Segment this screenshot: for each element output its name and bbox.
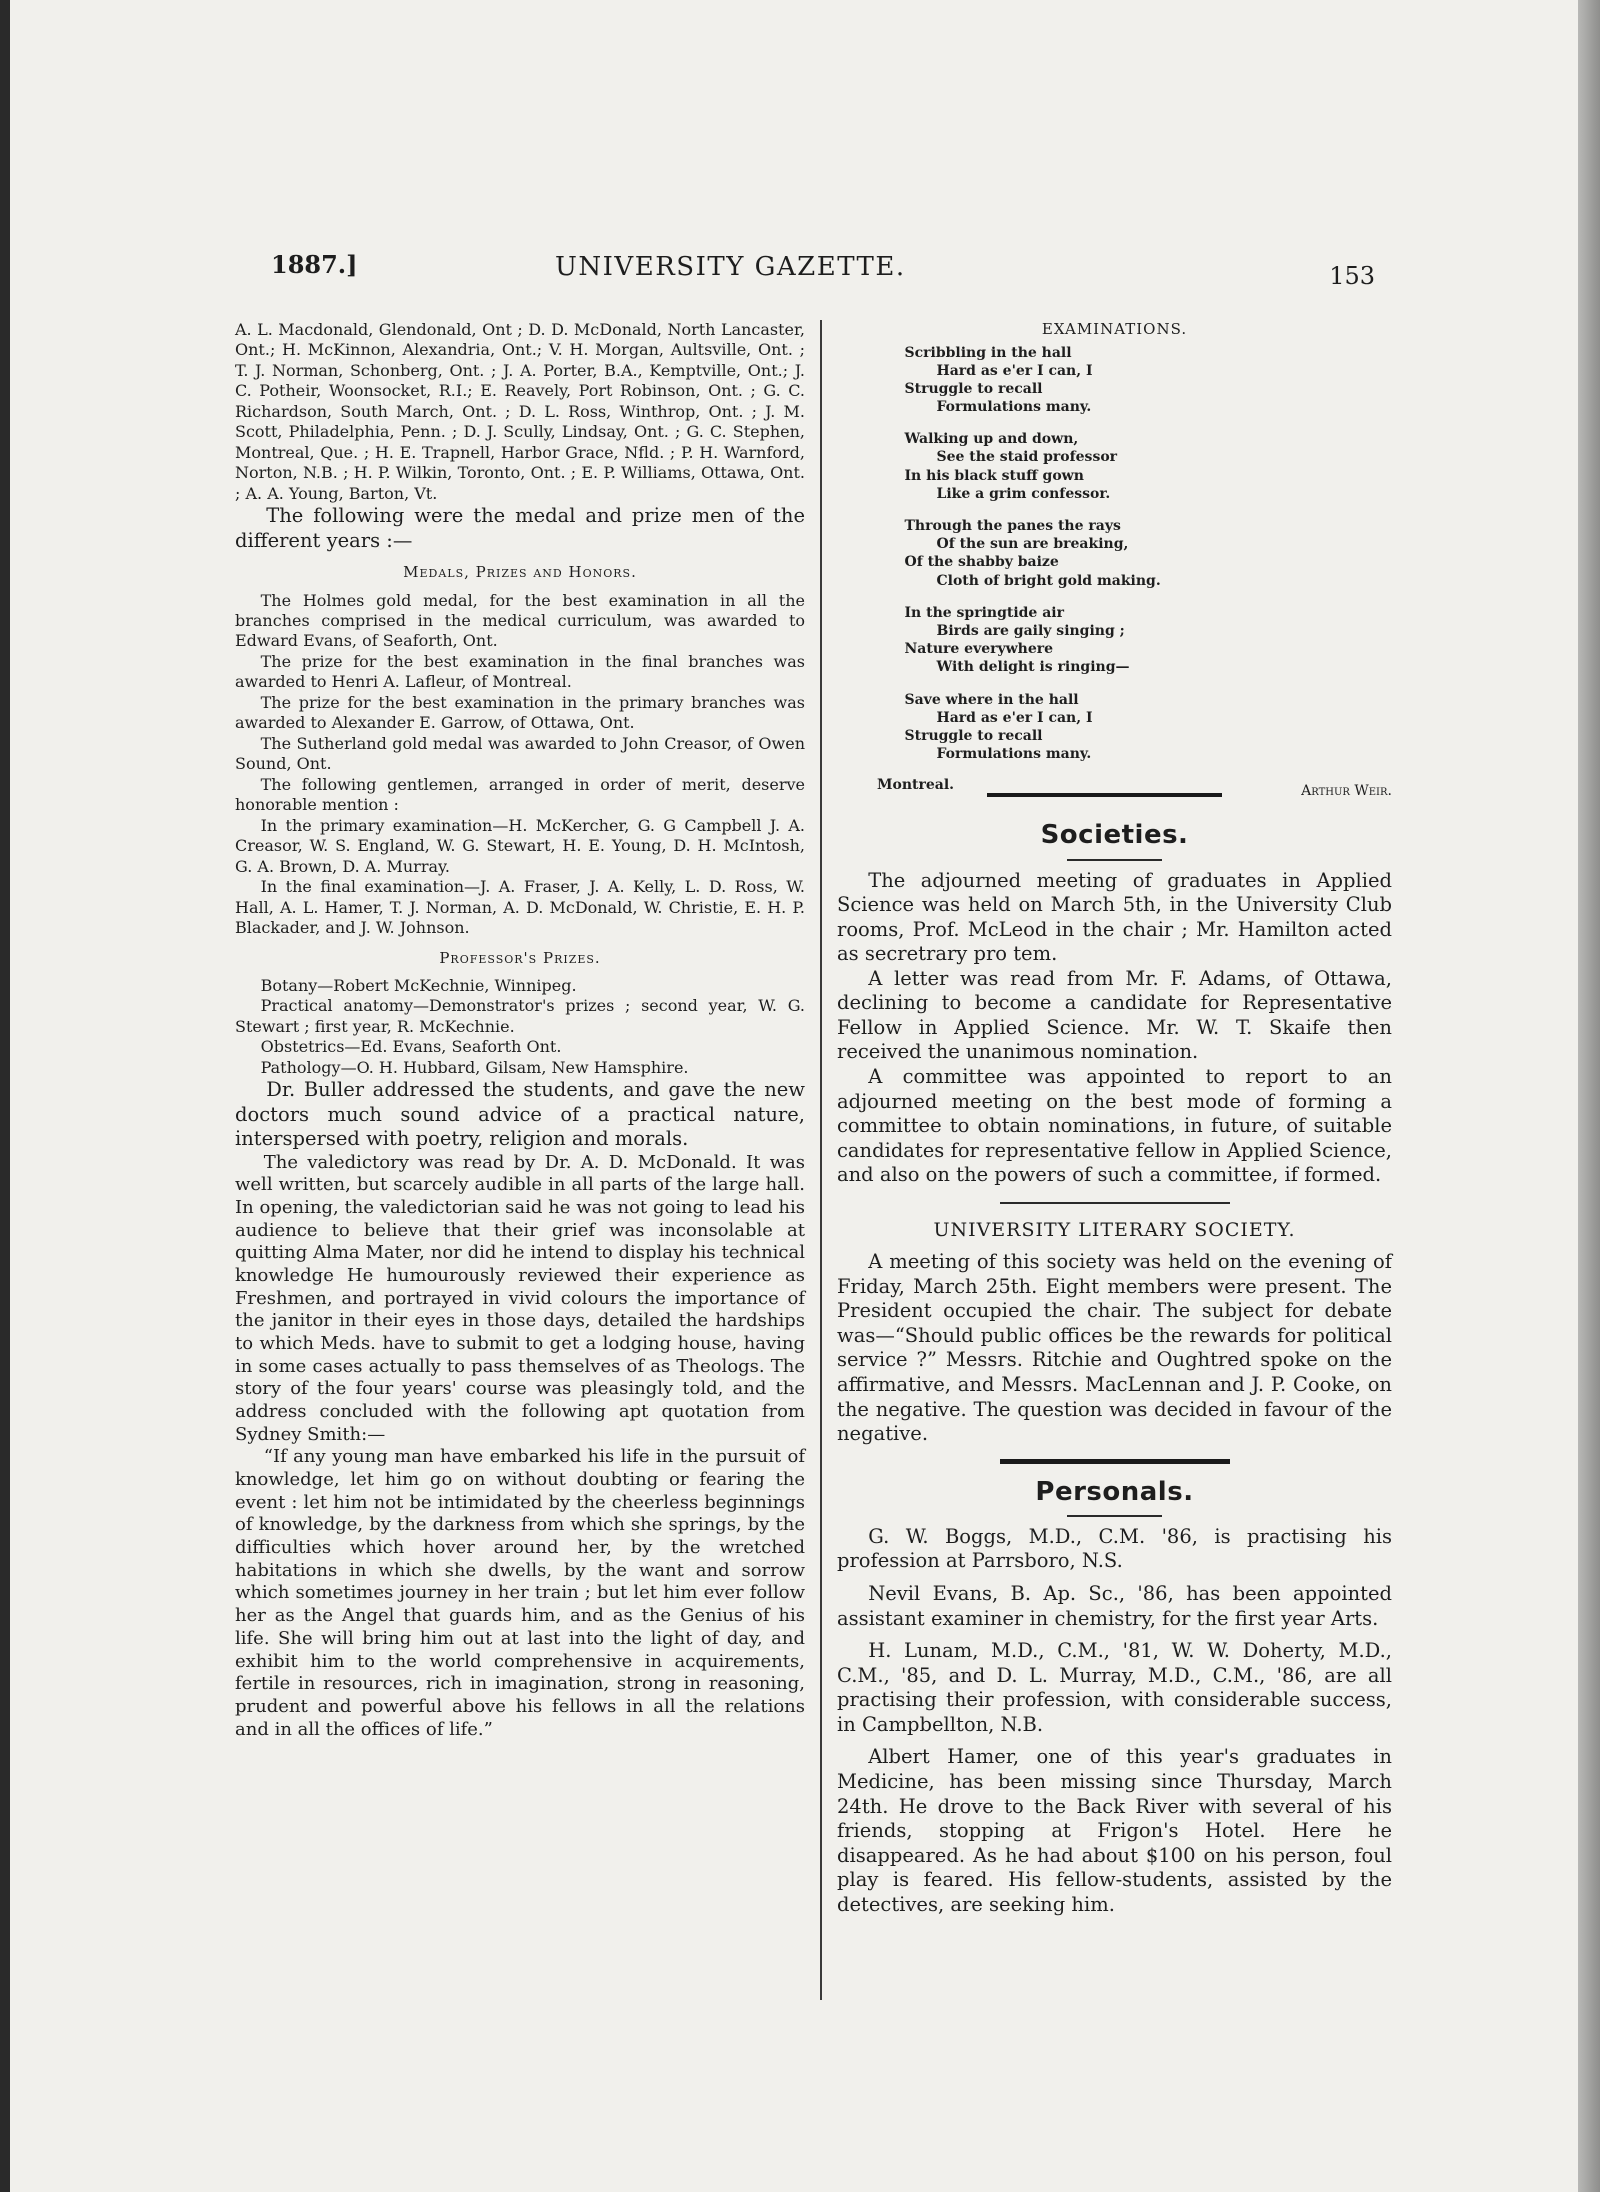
- poem-line: Birds are gaily singing ;: [936, 622, 1125, 639]
- medals-heading: Medals, Prizes and Honors.: [403, 563, 637, 582]
- buller-paragraph: Dr. Buller addressed the students, and gave the new doctors much sound advice of a practical nature, interspersed with poetry, religion and morals.: [235, 1078, 805, 1151]
- section-rule: [1067, 1515, 1162, 1517]
- poem-line: Hard as e'er I can, I: [936, 362, 1093, 379]
- poem-line: Hard as e'er I can, I: [936, 709, 1093, 726]
- poem-line: See the staid professor: [936, 449, 1118, 466]
- poem-rule: [987, 793, 1222, 797]
- running-head: [235, 250, 1375, 300]
- personal-item: H. Lunam, M.D., C.M., '81, W. W. Doherty, M.D., C.M., '85, and D. L. Murray, M.D., C.M., '86, are all practising their profession, with considerable success, in Campbellton, N.B.: [837, 1639, 1392, 1736]
- prize-pathology: Pathology—O. H. Hubbard, Gilsam, New Hamsphire.: [260, 1057, 689, 1077]
- poem-line: Formulations many.: [936, 746, 1092, 763]
- scan-left-edge: [0, 0, 10, 2192]
- header-title: UNIVERSITY GAZETTE.: [555, 252, 906, 282]
- poem-stanza: [905, 517, 1325, 590]
- literary-society-heading: UNIVERSITY LITERARY SOCIETY.: [933, 1218, 1296, 1241]
- medal-primary-prize: The prize for the best examination in the primary branches was awarded to Alexander E. Garrow, of Ottawa, Ont.: [235, 692, 805, 733]
- poem-line: In his black stuff gown: [904, 467, 1084, 484]
- medal-sutherland: The Sutherland gold medal was awarded to John Creasor, of Owen Sound, Ont.: [235, 733, 805, 774]
- section-rule: [1000, 1202, 1230, 1204]
- prize-intro: The following were the medal and prize men of the different years :—: [235, 504, 805, 552]
- societies-paragraph: A letter was read from Mr. F. Adams, of Ottawa, declining to become a candidate for Representative Fellow in Applied Science. Mr. W. T. Skaife then received the unanimous nomination.: [837, 966, 1392, 1064]
- section-rule: [1000, 1459, 1230, 1464]
- poem-line: Nature everywhere: [904, 641, 1054, 658]
- poem-line: In the springtide air: [904, 604, 1064, 621]
- header-year: 1887.]: [271, 250, 358, 279]
- poem-line: Struggle to recall: [904, 727, 1043, 744]
- right-column: [837, 320, 1392, 1917]
- graduates-list: A. L. Macdonald, Glendonald, Ont ; D. D. McDonald, North Lancaster, Ont.; H. McKinnon, Alexandria, Ont.; V. H. Morgan, Aultsville, Ont. ; T. J. Norman, Schonberg, Ont. ; J. A. Porter, B.A., Kemptville, Ont.; J. C. Potheir, Woonsocket, R.I.; E. Reavely, Port Robinson, Ont. ; G. C. Richardson, South March, Ont. ; D. L. Ross, Winthrop, Ont. ; J. M. Scott, Philadelphia, Penn. ; D. J. Scully, Lindsay, Ont. ; G. C. Stephen, Montreal, Que. ; H. E. Trapnell, Harbor Grace, Nfld. ; P. H. Warnford, Norton, N.B. ; H. P. Wilkin, Toronto, Ont. ; E. P. Williams, Ottawa, Ont. ; A. A. Young, Barton, Vt.: [235, 320, 805, 503]
- poem-line: Cloth of bright gold making.: [936, 572, 1161, 589]
- gazette-page: [235, 250, 1392, 2010]
- medal-final-prize: The prize for the best examination in the final branches was awarded to Henri A. Lafleur, of Montreal.: [235, 651, 805, 692]
- column-divider: [820, 320, 822, 2000]
- poem-place: Montreal.: [877, 777, 955, 794]
- poem-stanza: [905, 691, 1325, 764]
- honorable-mention-primary: In the primary examination—H. McKercher, G. G Campbell J. A. Creasor, W. S. England, W. G. Stewart, H. E. Young, D. H. McIntosh, G. A. Brown, D. A. Murray.: [235, 815, 805, 876]
- prize-obstetrics: Obstetrics—Ed. Evans, Seaforth Ont.: [260, 1037, 562, 1057]
- professors-prizes-heading: Professor's Prizes.: [439, 948, 601, 967]
- poem-stanza: [905, 604, 1325, 677]
- medal-holmes: The Holmes gold medal, for the best examination in all the branches comprised in the medical curriculum, was awarded to Edward Evans, of Seaforth, Ont.: [235, 590, 805, 651]
- honorable-mention-intro: The following gentlemen, arranged in order of merit, deserve honorable mention :: [235, 774, 805, 815]
- poem-line: Scribbling in the hall: [904, 344, 1072, 361]
- literary-society-paragraph: A meeting of this society was held on the evening of Friday, March 25th. Eight members were present. The President occupied the chair. The subject for debate was—“Should public offices be the rewards for political service ?” Messrs. Ritchie and Oughtred spoke on the affirmative, and Messrs. MacLennan and J. P. Cooke, on the negative. The question was decided in favour of the negative.: [837, 1250, 1392, 1446]
- poem-stanza: [905, 430, 1325, 503]
- poem-line: Save where in the hall: [904, 691, 1079, 708]
- personal-item: G. W. Boggs, M.D., C.M. '86, is practising his profession at Parrsboro, N.S.: [837, 1524, 1392, 1573]
- honorable-mention-final: In the final examination—J. A. Fraser, J. A. Kelly, L. D. Ross, W. Hall, A. L. Hamer, T. J. Norman, A. D. McDonald, W. Christie, E. H. P. Blackader, and J. W. Johnson.: [235, 877, 805, 938]
- valedictory-paragraph: The valedictory was read by Dr. A. D. McDonald. It was well written, but scarcely audible in all parts of the large hall. In opening, the valedictorian said he was not going to lead his audience to believe that their grief was inconsolable at quitting Alma Mater, nor did he intend to display his technical knowledge He humourously reviewed their experience as Freshmen, and portrayed in vivid colours the importance of the janitor in their eyes in those days, detailed the hardships to which Meds. have to submit to get a lodging house, having in some cases actually to pass themselves of as Theologs. The story of the four years' course was pleasingly told, and the address concluded with the following apt quotation from Sydney Smith:—: [235, 1151, 805, 1445]
- personal-item: Nevil Evans, B. Ap. Sc., '86, has been appointed assistant examiner in chemistry, for the first year Arts.: [837, 1582, 1392, 1630]
- prize-anatomy: Practical anatomy—Demonstrator's prizes ; second year, W. G. Stewart ; first year, R. McKechnie.: [235, 996, 805, 1036]
- poem-stanza: [905, 344, 1325, 417]
- sydney-smith-quotation: “If any young man have embarked his life in the pursuit of knowledge, let him go on without doubting or fearing the event : let him not be intimidated by the cheerless beginnings of knowledge, by the darkness from which she springs, by the difficulties which hover around her, by the wretched habitations in which she dwells, by the want and sorrow which sometimes journey in her train ; but let him ever follow her as the Angel that guards him, and as the Genius of his life. She will bring him out at last into the light of day, and exhibit him to the world comprehensive in acquirements, fertile in resources, rich in imagination, strong in reasoning, prudent and powerful above his fellows in all the relations and in all the offices of life.”: [235, 1446, 805, 1740]
- poem-line: Of the shabby baize: [904, 554, 1059, 571]
- page-number: 153: [1329, 262, 1375, 290]
- poem-examinations: [905, 320, 1325, 763]
- poem-signature: [837, 777, 1392, 807]
- societies-heading: Societies.: [1040, 820, 1189, 851]
- left-column: [235, 320, 805, 1741]
- poem-title: EXAMINATIONS.: [1041, 320, 1188, 338]
- societies-paragraph: The adjourned meeting of graduates in Applied Science was held on March 5th, in the University Club rooms, Prof. McLeod in the chair ; Mr. Hamilton acted as secretrary pro tem.: [837, 868, 1392, 966]
- scan-right-edge: [1578, 0, 1600, 2192]
- personals-heading: Personals.: [1035, 1476, 1194, 1507]
- poem-line: Walking up and down,: [904, 431, 1079, 448]
- poem-author: Arthur Weir.: [1301, 783, 1392, 800]
- section-rule: [1067, 859, 1162, 861]
- poem-line: With delight is ringing—: [936, 659, 1130, 676]
- poem-line: Like a grim confessor.: [936, 485, 1111, 502]
- prize-botany: Botany—Robert McKechnie, Winnipeg.: [260, 975, 577, 995]
- poem-line: Of the sun are breaking,: [936, 536, 1129, 553]
- societies-paragraph: A committee was appointed to report to an adjourned meeting on the best mode of forming a committee to obtain nominations, in future, of suitable candidates for representative fellow in Applied Science, and also on the powers of such a committee, if formed.: [837, 1065, 1392, 1187]
- poem-line: Through the panes the rays: [904, 518, 1121, 534]
- poem-line: Struggle to recall: [904, 380, 1043, 397]
- poem-line: Formulations many.: [936, 399, 1092, 416]
- personal-item: Albert Hamer, one of this year's graduates in Medicine, has been missing since Thursday, March 24th. He drove to the Back River with several of his friends, stopping at Frigon's Hotel. Here he disappeared. As he had about $100 on his person, foul play is feared. His fellow-students, assisted by the detectives, are seeking him.: [837, 1745, 1392, 1916]
